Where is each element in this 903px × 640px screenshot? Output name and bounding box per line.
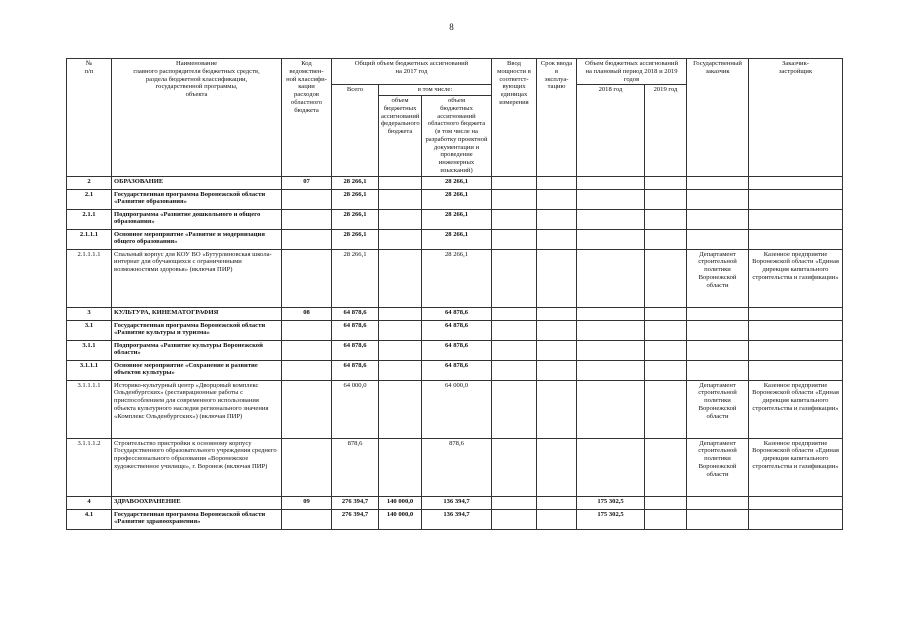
cell-reg: 28 266,1 (422, 176, 492, 189)
cell-y2019 (645, 307, 687, 320)
cell-code (282, 229, 332, 249)
cell-all: 28 266,1 (332, 249, 379, 307)
cell-fed (379, 189, 422, 209)
cell-fed (379, 438, 422, 496)
cell-dev (749, 340, 843, 360)
cell-y2019 (645, 209, 687, 229)
cell-cust (687, 509, 749, 529)
cell-term (537, 496, 577, 509)
header-2019: 2019 год (645, 85, 687, 176)
cell-dev (749, 307, 843, 320)
cell-name: Подпрограмма «Развитие культуры Воронежской области» (112, 340, 282, 360)
cell-num: 4.1 (67, 509, 112, 529)
cell-cap (492, 496, 537, 509)
cell-reg: 28 266,1 (422, 249, 492, 307)
cell-reg: 64 878,6 (422, 340, 492, 360)
cell-name: Строительство пристройки к основному корпусу Государственного образовательного учреждения среднего профессионального образования «Воронежское художественное училище», г. Воронеж (включая ПИР) (112, 438, 282, 496)
cell-code (282, 380, 332, 438)
cell-cap (492, 189, 537, 209)
table-row (67, 176, 843, 189)
cell-num: 2.1.1.1 (67, 229, 112, 249)
cell-y2019 (645, 360, 687, 380)
cell-cap (492, 340, 537, 360)
cell-cust (687, 307, 749, 320)
cell-y2018 (577, 438, 645, 496)
cell-num: 3.1.1.1 (67, 360, 112, 380)
cell-y2019 (645, 189, 687, 209)
table-row (67, 340, 843, 360)
cell-all: 64 878,6 (332, 307, 379, 320)
cell-cust (687, 229, 749, 249)
cell-num: 3.1.1.1.1 (67, 380, 112, 438)
cell-code (282, 509, 332, 529)
cell-term (537, 209, 577, 229)
cell-dev: Казенное предприятие Воронежской области «Единая дирекция капитального строительства и газификации» (749, 249, 843, 307)
cell-y2018 (577, 189, 645, 209)
cell-reg: 136 394,7 (422, 496, 492, 509)
cell-num: 2.1 (67, 189, 112, 209)
cell-dev (749, 509, 843, 529)
header-regional: объем бюджетных ассигнований областного бюджета (в том числе на разработку проектной документации и проведение инженерных изысканий) (422, 96, 492, 177)
cell-y2019 (645, 340, 687, 360)
cell-name: Спальный корпус для КОУ ВО «Бутурлиновская школа-интернат для обучающихся с ограниченными возможностями здоровья» (включая ПИР) (112, 249, 282, 307)
table-row (67, 189, 843, 209)
cell-term (537, 340, 577, 360)
header-planned-period: Объем бюджетных ассигнований на плановый период 2018 и 2019 годов (577, 59, 687, 85)
cell-name: ОБРАЗОВАНИЕ (112, 176, 282, 189)
cell-dev: Казенное предприятие Воронежской области «Единая дирекция капитального строительства и газификации» (749, 438, 843, 496)
cell-cap (492, 380, 537, 438)
cell-fed (379, 320, 422, 340)
cell-cust: Департамент строительной политики Воронежской области (687, 249, 749, 307)
cell-code (282, 360, 332, 380)
table-row (67, 509, 843, 529)
cell-cust: Департамент строительной политики Воронежской области (687, 438, 749, 496)
cell-term (537, 438, 577, 496)
cell-fed (379, 249, 422, 307)
cell-term (537, 176, 577, 189)
header-federal: объем бюджетных ассигнований федерального бюджета (379, 96, 422, 177)
cell-num: 2 (67, 176, 112, 189)
cell-all: 276 394,7 (332, 509, 379, 529)
cell-y2018 (577, 209, 645, 229)
cell-term (537, 249, 577, 307)
table-row (67, 229, 843, 249)
cell-cust: Департамент строительной политики Воронежской области (687, 380, 749, 438)
header-commissioning: Срок ввода в эксплуа- тацию (537, 59, 577, 177)
cell-name: КУЛЬТУРА, КИНЕМАТОГРАФИЯ (112, 307, 282, 320)
cell-y2018 (577, 249, 645, 307)
cell-num: 3.1.1 (67, 340, 112, 360)
cell-cap (492, 360, 537, 380)
header-including: в том числе: (379, 85, 492, 96)
cell-term (537, 229, 577, 249)
cell-num: 3.1 (67, 320, 112, 340)
cell-dev (749, 229, 843, 249)
cell-name: Государственная программа Воронежской области «Развитие образования» (112, 189, 282, 209)
cell-term (537, 320, 577, 340)
cell-fed (379, 307, 422, 320)
cell-all: 276 394,7 (332, 496, 379, 509)
cell-reg: 28 266,1 (422, 209, 492, 229)
table-row (67, 360, 843, 380)
table-row (67, 380, 843, 438)
cell-dev (749, 189, 843, 209)
cell-fed: 140 000,0 (379, 509, 422, 529)
cell-name: Историко-культурный центр «Дворцовый комплекс Ольденбургских» (реставрационные работы с приспособлением для современного использования объекта культурного наследия регионального значения «Комплекс Ольденбургских») (включая ПИР) (112, 380, 282, 438)
page-number: 8 (449, 22, 454, 32)
cell-num: 2.1.1 (67, 209, 112, 229)
cell-cust (687, 340, 749, 360)
cell-fed: 140 000,0 (379, 496, 422, 509)
cell-code (282, 340, 332, 360)
cell-cap (492, 209, 537, 229)
cell-y2018 (577, 360, 645, 380)
cell-num: 4 (67, 496, 112, 509)
cell-code: 09 (282, 496, 332, 509)
table-row (67, 320, 843, 340)
cell-cap (492, 320, 537, 340)
cell-code (282, 249, 332, 307)
header-customer: Государственный заказчик (687, 59, 749, 177)
cell-name: Государственная программа Воронежской области «Развитие здравоохранения» (112, 509, 282, 529)
cell-term (537, 189, 577, 209)
cell-all: 28 266,1 (332, 229, 379, 249)
cell-all: 28 266,1 (332, 209, 379, 229)
table-row (67, 438, 843, 496)
cell-y2018 (577, 307, 645, 320)
cell-all: 28 266,1 (332, 176, 379, 189)
cell-dev (749, 360, 843, 380)
cell-fed (379, 340, 422, 360)
cell-all: 64 878,6 (332, 360, 379, 380)
cell-y2018 (577, 320, 645, 340)
cell-y2019 (645, 229, 687, 249)
cell-y2019 (645, 380, 687, 438)
cell-reg: 64 878,6 (422, 320, 492, 340)
cell-all: 64 878,6 (332, 320, 379, 340)
cell-y2018 (577, 176, 645, 189)
cell-num: 3 (67, 307, 112, 320)
cell-y2018 (577, 380, 645, 438)
header-developer: Заказчик- застройщик (749, 59, 843, 177)
cell-name: Государственная программа Воронежской области «Развитие культуры и туризма» (112, 320, 282, 340)
cell-fed (379, 176, 422, 189)
cell-y2018 (577, 340, 645, 360)
cell-term (537, 509, 577, 529)
cell-fed (379, 229, 422, 249)
cell-dev (749, 496, 843, 509)
cell-cap (492, 307, 537, 320)
cell-cap (492, 509, 537, 529)
cell-fed (379, 209, 422, 229)
cell-cap (492, 229, 537, 249)
table-row (67, 249, 843, 307)
cell-code: 07 (282, 176, 332, 189)
cell-all: 28 266,1 (332, 189, 379, 209)
cell-code (282, 320, 332, 340)
header-input-capacity: Ввод мощности в соответст- вующих единицах измерения (492, 59, 537, 177)
cell-name: ЗДРАВООХРАНЕНИЕ (112, 496, 282, 509)
cell-num: 2.1.1.1.1 (67, 249, 112, 307)
cell-term (537, 307, 577, 320)
cell-cust (687, 209, 749, 229)
cell-code (282, 209, 332, 229)
cell-name: Основное мероприятие «Развитие и модернизация общего образования» (112, 229, 282, 249)
cell-cap (492, 249, 537, 307)
table-row (67, 209, 843, 229)
cell-y2019 (645, 496, 687, 509)
table-row (67, 307, 843, 320)
cell-cap (492, 176, 537, 189)
table-row (67, 496, 843, 509)
cell-reg: 878,6 (422, 438, 492, 496)
cell-dev: Казенное предприятие Воронежской области «Единая дирекция капитального строительства и газификации» (749, 380, 843, 438)
cell-cust (687, 176, 749, 189)
cell-y2019 (645, 249, 687, 307)
cell-num: 3.1.1.1.2 (67, 438, 112, 496)
cell-reg: 64 000,0 (422, 380, 492, 438)
cell-reg: 28 266,1 (422, 189, 492, 209)
cell-y2019 (645, 509, 687, 529)
budget-table (66, 58, 843, 530)
header-code: Код ведомствен- ной классифи- кации расходов областного бюджета (282, 59, 332, 177)
header-total-2017: Общий объем бюджетных ассигнований на 2017 год (332, 59, 492, 85)
header-2018: 2018 год (577, 85, 645, 176)
cell-cust (687, 189, 749, 209)
cell-code: 08 (282, 307, 332, 320)
cell-y2018: 175 302,5 (577, 509, 645, 529)
cell-cust (687, 496, 749, 509)
cell-term (537, 380, 577, 438)
cell-code (282, 438, 332, 496)
cell-fed (379, 380, 422, 438)
cell-y2019 (645, 320, 687, 340)
header-num: № п/п (67, 59, 112, 177)
cell-dev (749, 320, 843, 340)
cell-y2019 (645, 176, 687, 189)
table-body (67, 176, 843, 529)
cell-cap (492, 438, 537, 496)
cell-cust (687, 360, 749, 380)
cell-dev (749, 176, 843, 189)
header-all: Всего (332, 85, 379, 176)
cell-reg: 64 878,6 (422, 307, 492, 320)
cell-all: 64 000,0 (332, 380, 379, 438)
cell-fed (379, 360, 422, 380)
cell-all: 878,6 (332, 438, 379, 496)
cell-reg: 136 394,7 (422, 509, 492, 529)
cell-name: Основное мероприятие «Сохранение и развитие объектов культуры» (112, 360, 282, 380)
cell-all: 64 878,6 (332, 340, 379, 360)
cell-reg: 64 878,6 (422, 360, 492, 380)
cell-dev (749, 209, 843, 229)
cell-cust (687, 320, 749, 340)
cell-y2019 (645, 438, 687, 496)
cell-name: Подпрограмма «Развитие дошкольного и общего образования» (112, 209, 282, 229)
header-name: Наименование главного распорядителя бюджетных средств, раздела бюджетной классификации, государственной программы, объекта (112, 59, 282, 177)
cell-reg: 28 266,1 (422, 229, 492, 249)
cell-term (537, 360, 577, 380)
cell-code (282, 189, 332, 209)
cell-y2018 (577, 229, 645, 249)
cell-y2018: 175 302,5 (577, 496, 645, 509)
